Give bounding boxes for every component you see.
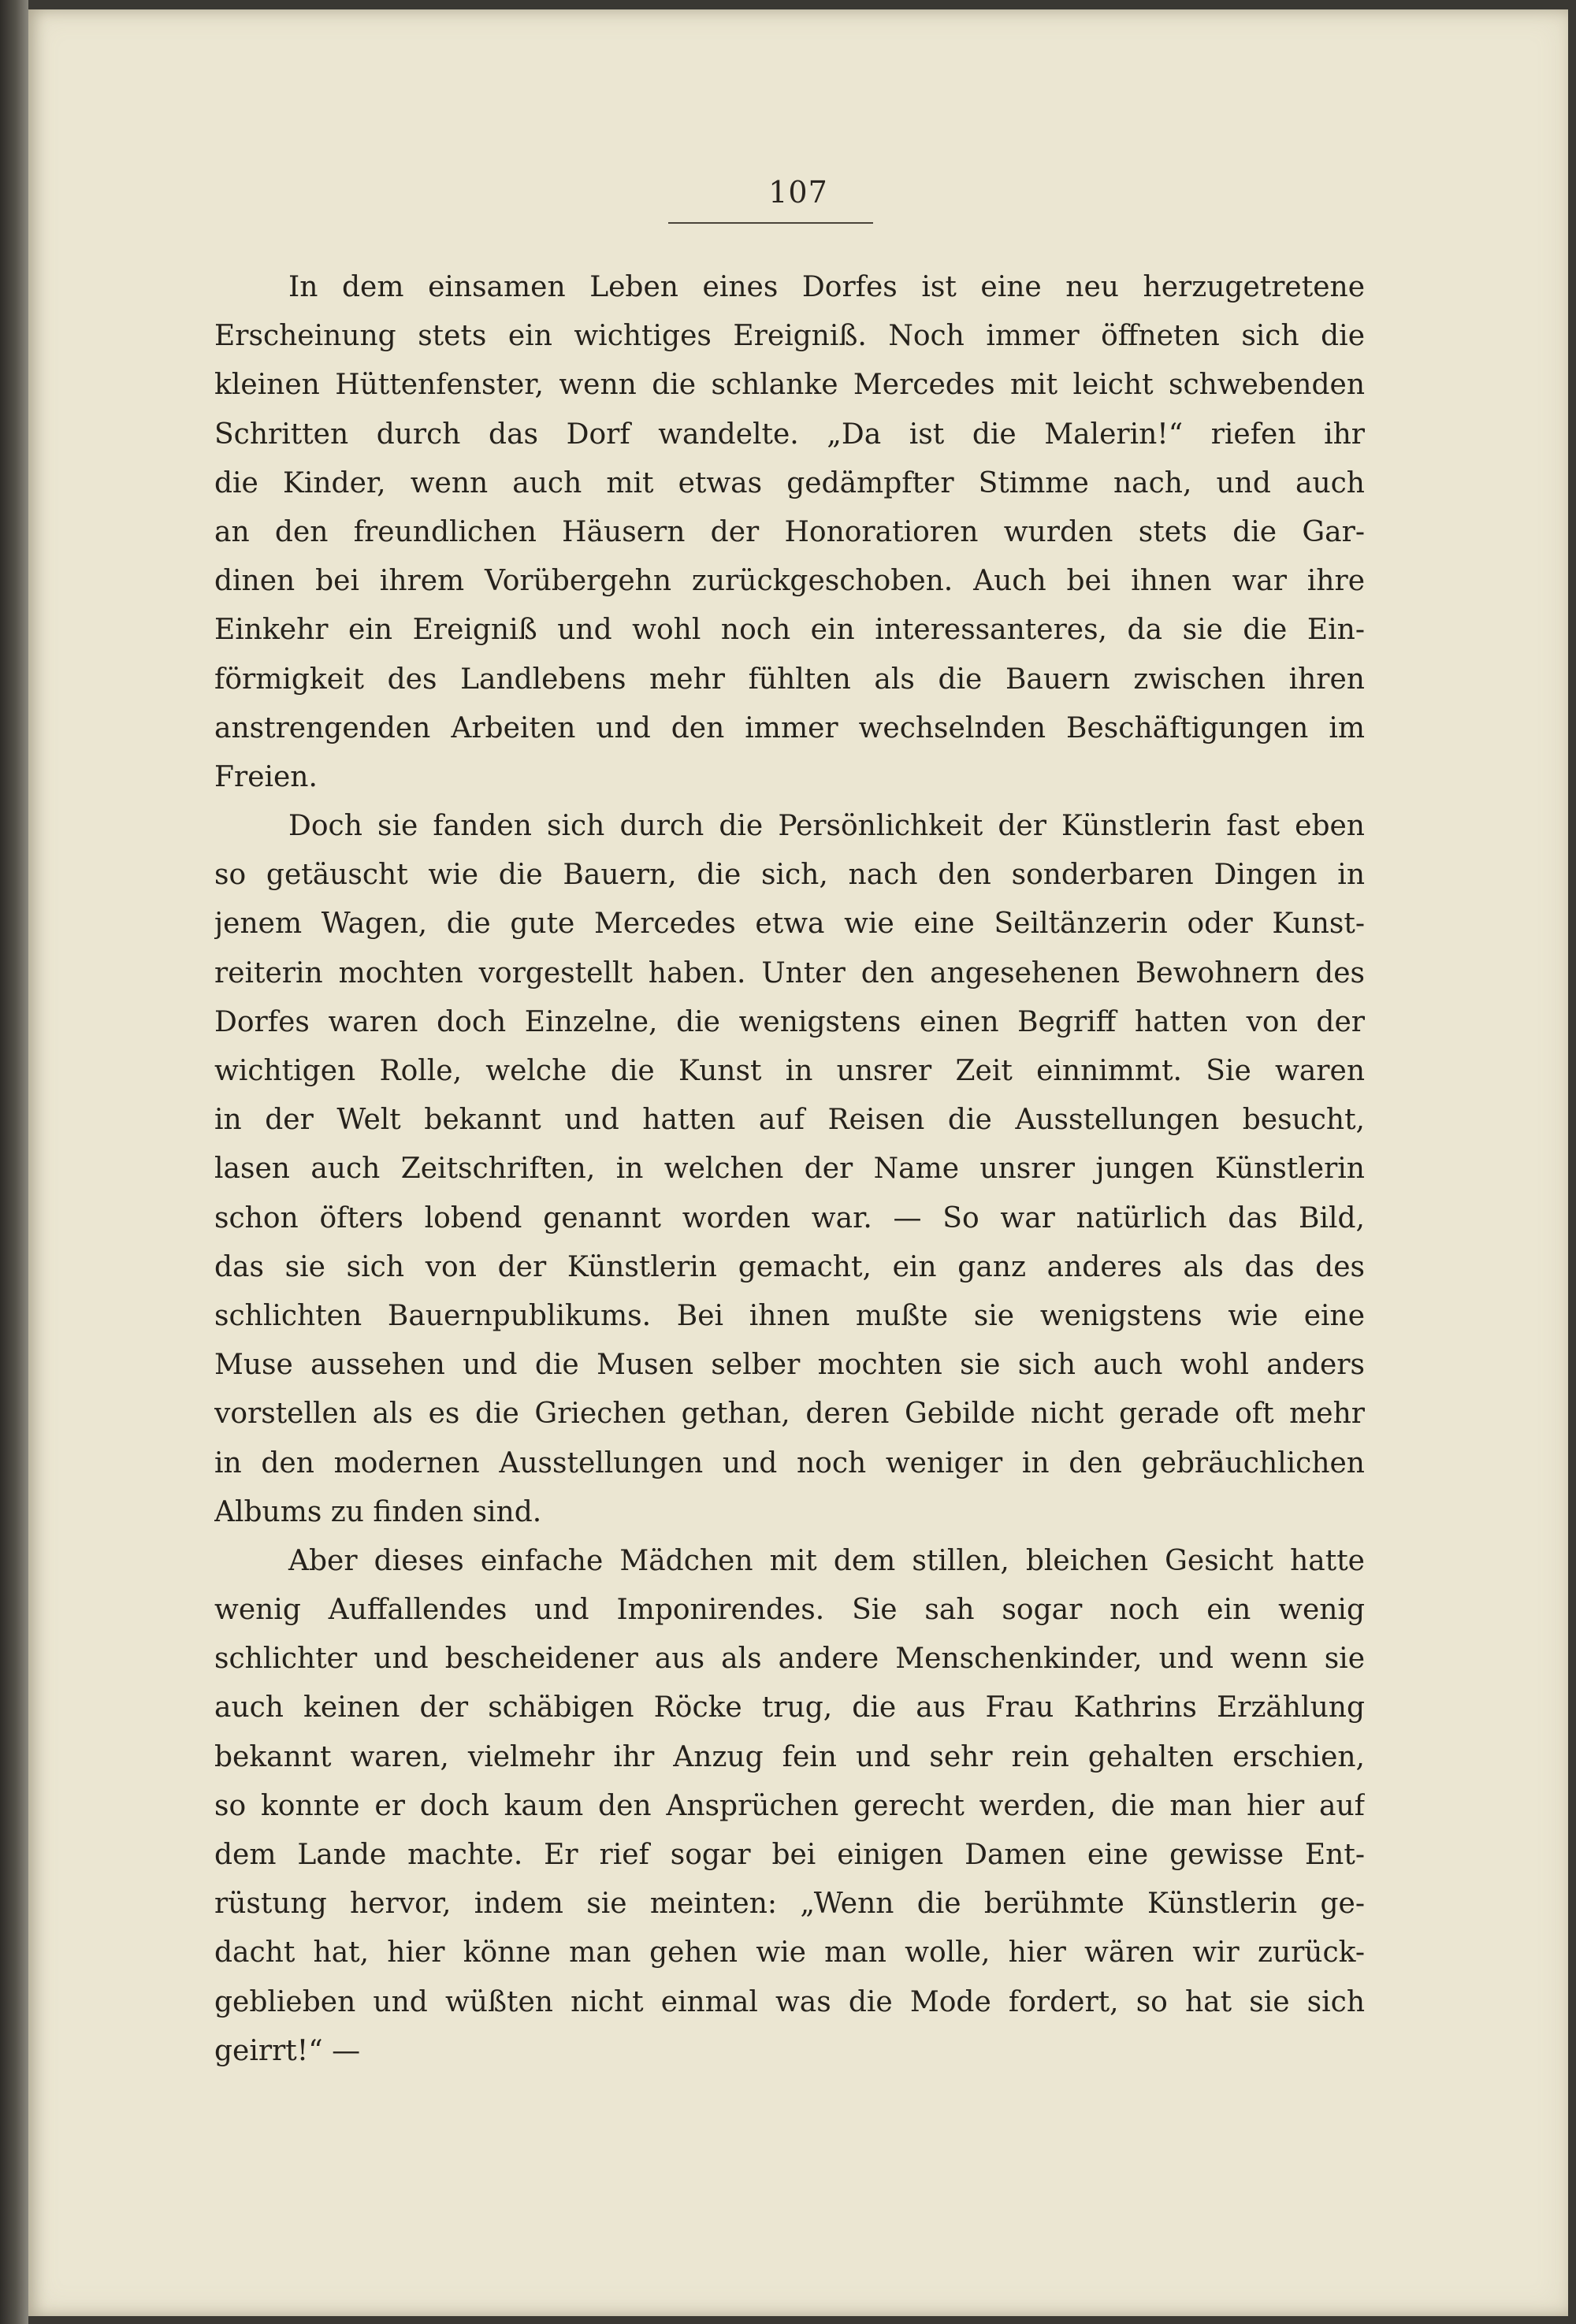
text-line: dem Lande machte. Er rief sogar bei einigen Damen eine gewisse Ent- — [214, 1839, 1365, 1871]
text-line: in den modernen Ausstellungen und noch weniger in den gebräuchlichen — [214, 1446, 1365, 1479]
text-line: auch keinen der schäbigen Röcke trug, die aus Frau Kathrins Erzählung — [214, 1691, 1365, 1724]
body-text — [214, 263, 1365, 2076]
text-line: Dorfes waren doch Einzelne, die wenigstens einen Begriff hatten von der — [214, 1005, 1365, 1038]
text-line: förmigkeit des Landlebens mehr fühlten als die Bauern zwischen ihren — [214, 663, 1365, 696]
text-line: Erscheinung stets ein wichtiges Ereigniß. Noch immer öffneten sich die — [214, 320, 1365, 353]
text-line: lasen auch Zeitschriften, in welchen der Name unsrer jungen Künstlerin — [214, 1153, 1365, 1186]
text-line: wichtigen Rolle, welche die Kunst in unsrer Zeit einnimmt. Sie waren — [214, 1055, 1365, 1087]
text-line: kleinen Hüttenfenster, wenn die schlanke Mercedes mit leicht schwebenden — [214, 369, 1365, 402]
text-line: Albums zu finden sind. — [214, 1495, 542, 1528]
text-line: anstrengenden Arbeiten und den immer wechselnden Beschäftigungen im — [214, 711, 1365, 744]
text-line: dinen bei ihrem Vorübergehn zurückgeschoben. Auch bei ihnen war ihre — [214, 565, 1365, 598]
text-line: schlichten Bauernpublikums. Bei ihnen mußte sie wenigstens wie eine — [214, 1299, 1365, 1332]
text-line: In dem einsamen Leben eines Dorfes ist eine neu herzugetretene — [288, 271, 1365, 303]
page-number: 107 — [768, 175, 828, 210]
text-line: in der Welt bekannt und hatten auf Reisen die Ausstellungen besucht, — [214, 1104, 1365, 1137]
text-line: wenig Auffallendes und Imponirendes. Sie sah sogar noch ein wenig — [214, 1594, 1365, 1627]
text-line: so getäuscht wie die Bauern, die sich, nach den sonderbaren Dingen in — [214, 859, 1365, 892]
text-line: geblieben und wüßten nicht einmal was die Mode fordert, so hat sie sich — [214, 1985, 1365, 2018]
text-line: Aber dieses einfache Mädchen mit dem stillen, bleichen Gesicht hatte — [288, 1544, 1365, 1577]
text-line: Doch sie fanden sich durch die Persönlichkeit der Künstlerin fast eben — [288, 810, 1365, 843]
text-line: dacht hat, hier könne man gehen wie man wolle, hier wären wir zurück- — [214, 1936, 1365, 1969]
text-line: das sie sich von der Künstlerin gemacht, ein ganz anderes als das des — [214, 1250, 1365, 1283]
text-line: bekannt waren, vielmehr ihr Anzug fein und sehr rein gehalten erschien, — [214, 1740, 1365, 1773]
book-spine-edge — [0, 0, 28, 2324]
text-line: jenem Wagen, die gute Mercedes etwa wie eine Seiltänzerin oder Kunst- — [214, 908, 1365, 941]
text-line: die Kinder, wenn auch mit etwas gedämpfter Stimme nach, und auch — [214, 466, 1365, 499]
text-line: geirrt!“ — — [214, 2034, 361, 2067]
text-line: schlichter und bescheidener aus als andere Menschenkinder, und wenn sie — [214, 1643, 1365, 1676]
text-line: reiterin mochten vorgestellt haben. Unter den angesehenen Bewohnern des — [214, 956, 1365, 989]
text-line: rüstung hervor, indem sie meinten: „Wenn die berühmte Künstlerin ge- — [214, 1888, 1365, 1921]
header-rule — [668, 222, 873, 224]
text-line: an den freundlichen Häusern der Honoratioren wurden stets die Gar- — [214, 515, 1365, 548]
book-page — [28, 9, 1568, 2316]
text-line: Einkehr ein Ereigniß und wohl noch ein interessanteres, da sie die Ein- — [214, 614, 1365, 647]
text-line: schon öfters lobend genannt worden war. — So war natürlich das Bild, — [214, 1201, 1365, 1234]
text-line: Schritten durch das Dorf wandelte. „Da ist die Malerin!“ riefen ihr — [214, 418, 1365, 451]
text-line: so konnte er doch kaum den Ansprüchen gerecht werden, die man hier auf — [214, 1789, 1365, 1822]
text-line: vorstellen als es die Griechen gethan, deren Gebilde nicht gerade oft mehr — [214, 1398, 1365, 1431]
text-line: Freien. — [214, 760, 318, 793]
text-line: Muse aussehen und die Musen selber mochten sie sich auch wohl anders — [214, 1349, 1365, 1382]
